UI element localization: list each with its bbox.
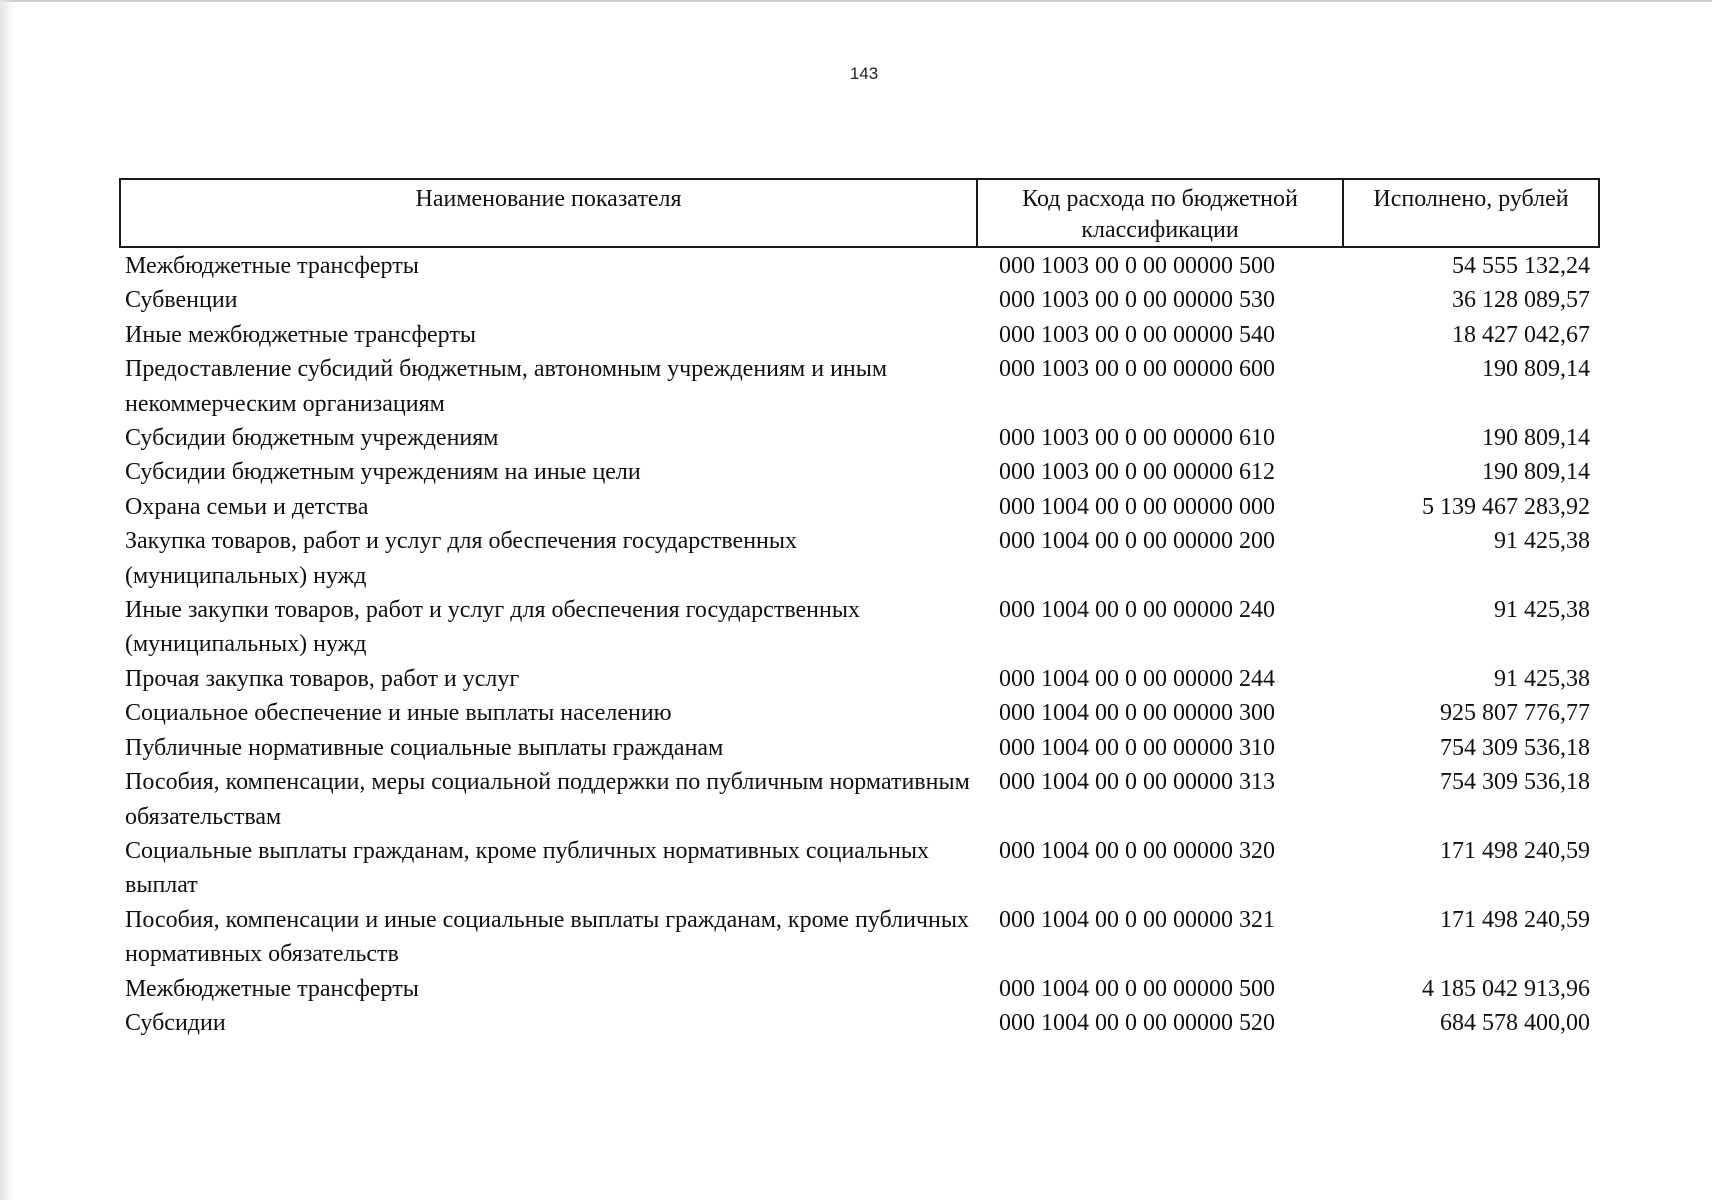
- table-row: [119, 834, 1600, 903]
- expenditure-table: [119, 178, 1600, 1040]
- row-code: 000 1004 00 0 00 00000 310: [999, 734, 1275, 761]
- row-name: Прочая закупка товаров, работ и услуг: [125, 665, 520, 692]
- table-header: [119, 178, 1600, 248]
- row-amount: 5 139 467 283,92: [1422, 493, 1590, 520]
- header-amount: Исполнено, рублей: [1342, 180, 1598, 246]
- table-row: [119, 593, 1600, 662]
- row-code: 000 1004 00 0 00 00000 240: [999, 597, 1275, 624]
- row-amount: 754 309 536,18: [1440, 769, 1590, 796]
- table-row: [119, 662, 1600, 696]
- scan-edge: [0, 0, 1712, 2]
- row-name: Охрана семьи и детства: [125, 493, 369, 520]
- table-row: [119, 283, 1600, 317]
- table-row: [119, 421, 1600, 455]
- row-name: Пособия, компенсации, меры социальной поддержки по публичным нормативным обязательствам: [125, 769, 970, 830]
- row-code: 000 1003 00 0 00 00000 610: [999, 425, 1275, 452]
- row-code: 000 1004 00 0 00 00000 520: [999, 1009, 1275, 1036]
- row-amount: 54 555 132,24: [1452, 253, 1590, 279]
- row-code: 000 1004 00 0 00 00000 320: [999, 837, 1275, 864]
- row-amount: 91 425,38: [1494, 597, 1590, 624]
- row-amount: 91 425,38: [1494, 665, 1590, 692]
- row-name: Иные закупки товаров, работ и услуг для обеспечения государственных (муниципальных) нужд: [125, 597, 860, 658]
- table-row: [119, 1006, 1600, 1040]
- row-name: Предоставление субсидий бюджетным, автономным учреждениям и иным некоммерческим организациям: [125, 356, 888, 417]
- row-amount: 171 498 240,59: [1440, 837, 1590, 864]
- table-body: [119, 248, 1600, 1040]
- row-code: 000 1003 00 0 00 00000 500: [999, 253, 1275, 279]
- row-amount: 171 498 240,59: [1440, 906, 1590, 933]
- table-row: [119, 490, 1600, 524]
- row-code: 000 1004 00 0 00 00000 500: [999, 975, 1275, 1002]
- row-amount: 4 185 042 913,96: [1422, 975, 1590, 1002]
- scan-shadow: [0, 0, 14, 1200]
- row-code: 000 1004 00 0 00 00000 313: [999, 769, 1275, 796]
- row-code: 000 1003 00 0 00 00000 600: [999, 356, 1275, 383]
- row-amount: 91 425,38: [1494, 528, 1590, 555]
- table-row: [119, 352, 1600, 421]
- row-name: Межбюджетные трансферты: [125, 253, 419, 279]
- row-amount: 190 809,14: [1482, 459, 1590, 486]
- row-code: 000 1004 00 0 00 00000 300: [999, 700, 1275, 727]
- table-row: [119, 455, 1600, 489]
- row-code: 000 1004 00 0 00 00000 244: [999, 665, 1275, 692]
- row-name: Пособия, компенсации и иные социальные выплаты гражданам, кроме публичных нормативных обязательств: [125, 906, 969, 968]
- row-code: 000 1003 00 0 00 00000 612: [999, 459, 1275, 486]
- row-amount: 36 128 089,57: [1452, 287, 1590, 314]
- row-name: Публичные нормативные социальные выплаты гражданам: [125, 734, 724, 761]
- row-amount: 684 578 400,00: [1440, 1009, 1590, 1036]
- row-code: 000 1004 00 0 00 00000 000: [999, 493, 1275, 520]
- row-name: Субсидии бюджетным учреждениям: [125, 425, 499, 452]
- row-code: 000 1003 00 0 00 00000 530: [999, 287, 1275, 314]
- row-code: 000 1003 00 0 00 00000 540: [999, 321, 1275, 348]
- row-name: Межбюджетные трансферты: [125, 975, 419, 1002]
- row-name: Социальные выплаты гражданам, кроме публичных нормативных социальных выплат: [125, 837, 929, 899]
- table-row: [119, 903, 1600, 972]
- row-name: Иные межбюджетные трансферты: [125, 321, 476, 348]
- row-name: Закупка товаров, работ и услуг для обеспечения государственных (муниципальных) нужд: [125, 528, 798, 589]
- table-row: [119, 731, 1600, 765]
- page-number: 143: [849, 64, 879, 83]
- row-name: Социальное обеспечение и иные выплаты населению: [125, 700, 672, 727]
- row-amount: 18 427 042,67: [1452, 321, 1590, 348]
- row-code: 000 1004 00 0 00 00000 200: [999, 528, 1275, 555]
- header-name: Наименование показателя: [415, 186, 682, 212]
- row-amount: 754 309 536,18: [1440, 734, 1590, 761]
- row-name: Субвенции: [125, 287, 238, 314]
- table-row: [119, 249, 1600, 283]
- row-name: Субсидии бюджетным учреждениям на иные цели: [125, 459, 641, 486]
- table-row: [119, 765, 1600, 834]
- table-row: [119, 524, 1600, 593]
- table-row: [119, 696, 1600, 730]
- row-amount: 925 807 776,77: [1440, 700, 1590, 727]
- row-amount: 190 809,14: [1482, 425, 1590, 452]
- row-code: 000 1004 00 0 00 00000 321: [999, 906, 1275, 933]
- table-row: [119, 972, 1600, 1006]
- header-code: Код расхода по бюджетной классификации: [976, 180, 1342, 246]
- row-name: Субсидии: [125, 1009, 226, 1036]
- table-row: [119, 318, 1600, 352]
- row-amount: 190 809,14: [1482, 356, 1590, 383]
